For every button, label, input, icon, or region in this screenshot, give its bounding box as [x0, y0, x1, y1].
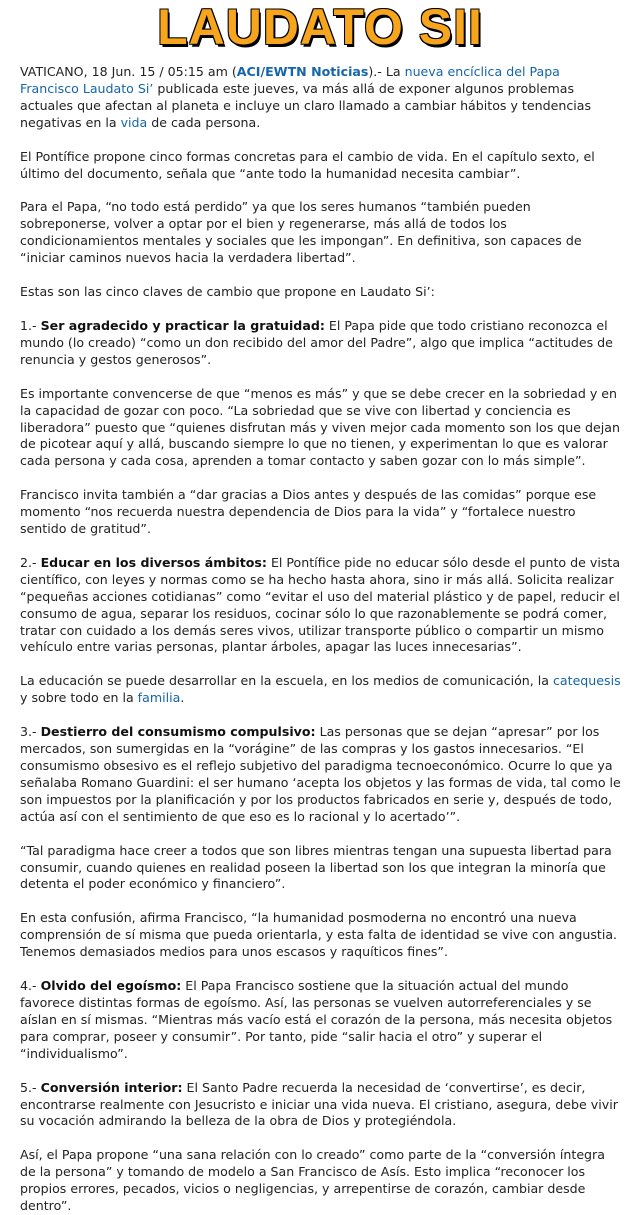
text: La educación se puede desarrollar en la escuela, en los medios de comunicación, la — [20, 673, 553, 689]
key-heading: Ser agradecido y practicar la gratuidad: — [40, 317, 325, 333]
key-point-5 — [20, 1080, 622, 1131]
paragraph: Francisco invita también a “dar gracias a Dios antes y después de las comidas” porque ese momento “nos recuerda nuestra dependencia de Dios para la vida” y “fortalece nuestro sentido de gratitud”. — [20, 487, 597, 537]
vida-link[interactable]: vida — [120, 114, 148, 130]
encyclical-link[interactable]: nueva encíclica del Papa Francisco Laudato Si’ — [20, 64, 560, 96]
page-title: LAUDATO SII — [157, 0, 483, 55]
text: y sobre todo en la — [20, 690, 138, 706]
key-point-3 — [20, 724, 622, 825]
paragraph: El Pontífice propone cinco formas concretas para el cambio de vida. En el capítulo sexto, el último del documento, señala que “ante todo la humanidad necesita cambiar”. — [20, 148, 595, 181]
key-number: 1.- — [20, 317, 41, 333]
key-number: 5.- — [20, 1079, 41, 1095]
text: de cada persona. — [147, 114, 261, 130]
text: publicada este jueves, va más allá de exponer algunos problemas actuales que afectan al planeta e incluye un claro llamado a cambiar hábitos y tendencias negativas en la — [20, 80, 592, 130]
paragraph-education — [20, 673, 622, 707]
paragraph: Para el Papa, “no todo está perdido” ya que los seres humanos “también pueden sobreponerse, volver a optar por el bien y regenerarse, más allá de todos los condicionamientos mentales y sociales que les impongan”. En definitiva, son capaces de “iniciar caminos nuevos hacia la verdadera libertad”. — [20, 199, 582, 266]
key-number: 4.- — [20, 978, 41, 994]
source-link[interactable]: ACI/EWTN Noticias — [236, 64, 369, 79]
key-point-1 — [20, 318, 622, 369]
key-heading: Educar en los diversos ámbitos: — [40, 554, 267, 570]
key-number: 2.- — [20, 554, 41, 570]
paragraph: “Tal paradigma hace creer a todos que son libres mientras tengan una supuesta libertad para consumir, cuando quienes en realidad poseen la libertad son los que integran la minoría que detenta el poder económico y financiero”. — [20, 842, 612, 892]
familia-link[interactable]: familia — [137, 690, 181, 706]
key-heading: Destierro del consumismo compulsivo: — [40, 724, 316, 740]
key-text: El Pontífice pide no educar sólo desde el punto de vista científico, con leyes y normas como se ha hecho hasta ahora, sino ir más allá. Solicita realizar “pequeñas acciones cotidianas” como “evitar el uso del material plástico y de papel, reducir el consumo de agua, separar los residuos, cocinar sólo lo que razonablemente se podrá comer, tratar con cuidado a los demás seres vivos, utilizar transporte público o compartir un mismo vehículo entre varias personas, plantar árboles, apagar las luces innecesarias”. — [20, 554, 621, 655]
paragraph-intro — [20, 64, 622, 132]
text: VATICANO, 18 Jun. 15 / 05:15 am ( — [20, 64, 237, 79]
key-text: Las personas que se dejan “apresar” por los mercados, son sumergidas en la “vorágine” de las compras y los gastos innecesarios. “El consumismo obsesivo es el reflejo subjetivo del paradigma tecnoeconómico. Ocurre lo que ya señalaba Romano Guardini: el ser humano ‘acepta los objetos y las formas de vida, tal como le son impuestos por la planificación y por los productos fabricados en serie y, después de todo, actúa así con el sentimiento de que eso es lo racional y lo acertado’”. — [20, 724, 621, 824]
key-heading: Olvido del egoísmo: — [40, 978, 182, 994]
key-text: El Papa pide que todo cristiano reconozca el mundo (lo creado) “como un don recibido del amor del Padre”, algo que implica “actitudes de renuncia y gestos generosos”. — [20, 317, 613, 367]
key-point-4 — [20, 978, 622, 1063]
key-heading: Conversión interior: — [40, 1079, 183, 1095]
article-body — [20, 64, 622, 1214]
paragraph: Es importante convencerse de que “menos es más” y que se debe crecer en la sobriedad y en la capacidad de gozar con poco. “La sobriedad que se vive con libertad y conciencia es liberadora” puesto que “quienes disfrutan más y viven mejor cada momento son los que dejan de picotear aquí y allá, buscando siempre lo que no tienen, y experimentan lo que es valorar cada persona y cada cosa, aprenden a tomar contacto y saben gozar con lo más simple”. — [20, 385, 620, 469]
key-text: El Papa Francisco sostiene que la situación actual del mundo favorece distintas formas de egoísmo. Así, las personas se vuelven autorreferenciales y se aíslan en sí mismas. “Mientras más vacío está el corazón de la persona, más necesita objetos para comprar, poseer y consumir”. Por tanto, pide “salir hacia el otro” y superar el “individualismo”. — [20, 978, 613, 1061]
paragraph: Así, el Papa propone “una sana relación con lo creado” como parte de la “conversión íntegra de la persona” y tomando de modelo a San Francisco de Asís. Esto implica “reconocer los propios errores, pecados, vicios o negligencias, y arrepentirse de corazón, cambiar desde dentro”. — [20, 1147, 605, 1214]
text: ).- La — [368, 64, 405, 79]
key-number: 3.- — [20, 724, 41, 740]
paragraph: En esta confusión, afirma Francisco, “la humanidad posmoderna no encontró una nueva comprensión de sí misma que pueda orientarla, y esta falta de identidad se vive con angustia. Tenemos demasiados medios para unos escasos y raquíticos fines”. — [20, 910, 618, 960]
paragraph: Estas son las cinco claves de cambio que propone en Laudato Si’: — [20, 284, 435, 300]
key-text: El Santo Padre recuerda la necesidad de ‘convertirse’, es decir, encontrarse realmente con Jesucristo e iniciar una vida nueva. El cristiano, asegura, debe vivir su vocación admirando la belleza de la obra de Dios y protegiéndola. — [20, 1079, 618, 1129]
title-banner — [0, 0, 640, 58]
key-point-2 — [20, 555, 622, 656]
text: . — [180, 690, 185, 706]
catequesis-link[interactable]: catequesis — [552, 673, 621, 689]
